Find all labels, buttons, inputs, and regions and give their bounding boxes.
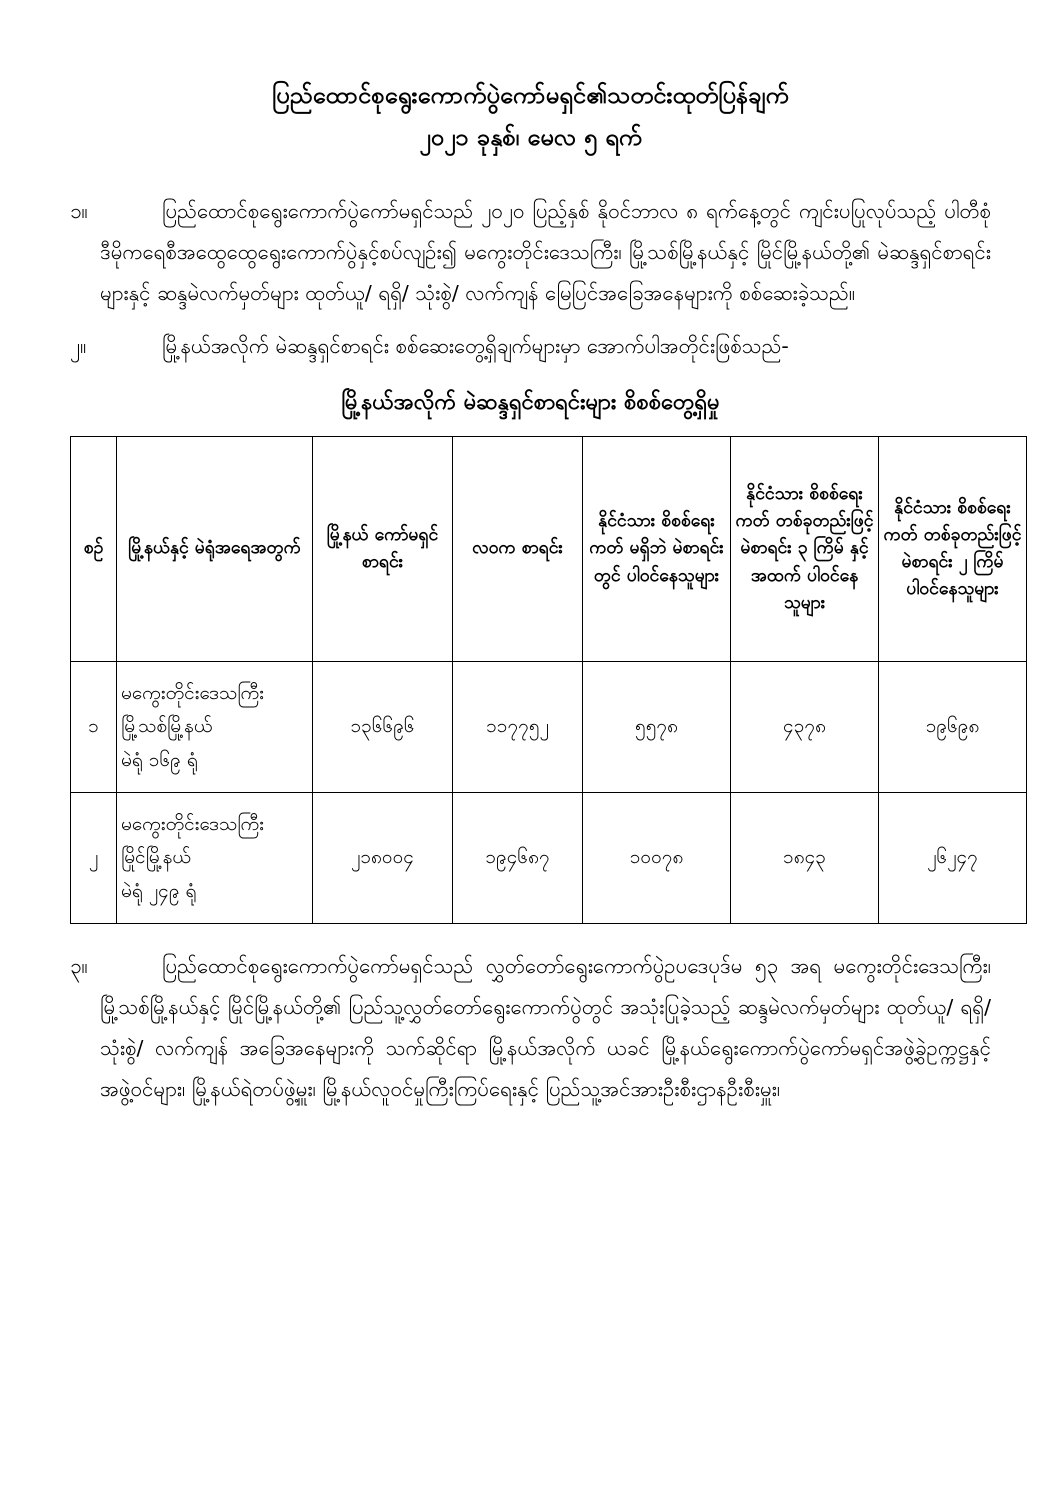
row-2-immigration: ၁၉၄၆၈၇ bbox=[453, 793, 583, 924]
table-row bbox=[71, 662, 1027, 793]
table-header-row bbox=[71, 437, 1027, 662]
table-header-township: မြို့နယ်နှင့် မဲရုံအရေအတွက် bbox=[117, 437, 313, 662]
row-1-township-line-1: မကွေးတိုင်းဒေသကြီး bbox=[121, 682, 264, 705]
row-2-township-line-2: မြိုင်မြို့နယ် bbox=[121, 846, 191, 869]
row-1-immigration: ၁၁၇၇၅၂ bbox=[453, 662, 583, 793]
document-date: ၂၀၂၁ ခုနှစ်၊ မေလ ၅ ရက် bbox=[419, 123, 642, 152]
paragraph-1 bbox=[70, 191, 991, 314]
row-2-no: ၂ bbox=[71, 793, 117, 924]
table-heading: မြို့နယ်အလိုက် မဲဆန္ဒရှင်စာရင်းများ စိစစ်တွေ့ရှိမှု bbox=[341, 389, 720, 415]
paragraph-2 bbox=[70, 326, 991, 367]
row-2-township-line-1: မကွေးတိုင်းဒေသကြီး bbox=[121, 813, 264, 836]
row-2-commission: ၂၁၈၀၀၄ bbox=[313, 793, 453, 924]
paragraph-1-text: ပြည်ထောင်စုရွေးကောက်ပွဲကော်မရှင်သည် ၂၀၂၀ ပြည့်နှစ် နိုဝင်ဘာလ ၈ ရက်နေ့တွင် ကျင်းပပြုလုပ်သည့် ပါတီစုံဒီမိုကရေစီအထွေထွေရွေးကောက်ပွဲနှင့်စပ်လျဉ်း၍ မကွေးတိုင်းဒေသကြီး၊ မြို့သစ်မြို့နယ်နှင့် မြိုင်မြို့နယ်တို့၏ မဲဆန္ဒရှင်စာရင်းများနှင့် ဆန္ဒမဲလက်မှတ်များ ထုတ်ယူ/ ရရှိ/ သုံးစွဲ/ လက်ကျန် မြေပြင်အခြေအနေများကို စစ်ဆေးခဲ့သည်။ bbox=[100, 198, 991, 305]
row-1-no-nrc: ၅၅၇၈ bbox=[583, 662, 731, 793]
table-header-commission: မြို့နယ် ကော်မရှင် စာရင်း bbox=[313, 437, 453, 662]
row-2-township-line-3: မဲရုံ ၂၄၉ ရုံ bbox=[121, 879, 197, 902]
voter-list-table bbox=[70, 436, 1027, 924]
table-header-immigration: လဝက စာရင်း bbox=[453, 437, 583, 662]
table-header-three-times: နိုင်ငံသား စိစစ်ရေးကတ် တစ်ခုတည်းဖြင့် မဲစာရင်း ၃ ကြိမ် နှင့် အထက် ပါဝင်နေသူများ bbox=[731, 437, 879, 662]
paragraph-1-number: ၁။ bbox=[70, 198, 88, 223]
paragraph-3-text: ပြည်ထောင်စုရွေးကောက်ပွဲကော်မရှင်သည် လွှတ်တော်ရွေးကောက်ပွဲဥပဒေပုဒ်မ ၅၃ အရ မကွေးတိုင်းဒေသကြီး၊ မြို့သစ်မြို့နယ်နှင့် မြိုင်မြို့နယ်တို့၏ ပြည်သူ့လွှတ်တော်ရွေးကောက်ပွဲတွင် အသုံးပြုခဲ့သည့် ဆန္ဒမဲလက်မှတ်များ ထုတ်ယူ/ ရရှိ/ သုံးစွဲ/ လက်ကျန် အခြေအနေများကို သက်ဆိုင်ရာ မြို့နယ်အလိုက် ယခင် မြို့နယ်ရွေးကောက်ပွဲကော်မရှင်အဖွဲ့ခွဲဥက္ကဋ္ဌနှင့် အဖွဲ့ဝင်များ၊ မြို့နယ်ရဲတပ်ဖွဲ့မှူး၊ မြို့နယ်လူဝင်မှုကြီးကြပ်ရေးနှင့် ပြည်သူ့အင်အားဦးစီးဌာနဦးစီးမှူး၊ bbox=[100, 954, 991, 1102]
table-header-no: စဉ် bbox=[71, 437, 117, 662]
paragraph-3 bbox=[70, 946, 991, 1110]
page-title: ပြည်ထောင်စုရွေးကောက်ပွဲကော်မရှင်၏သတင်းထုတ်ပြန်ချက် bbox=[272, 81, 789, 109]
table-row bbox=[71, 793, 1027, 924]
row-2-two-times: ၂၆၂၄၇ bbox=[879, 793, 1027, 924]
row-2-three-times: ၁၈၄၃ bbox=[731, 793, 879, 924]
row-1-commission: ၁၃၆၆၉၆ bbox=[313, 662, 453, 793]
row-1-township-line-2: မြို့သစ်မြို့နယ် bbox=[121, 715, 213, 738]
row-1-two-times: ၁၉၆၉၈ bbox=[879, 662, 1027, 793]
row-1-township-line-3: မဲရုံ ၁၆၉ ရုံ bbox=[121, 748, 198, 771]
row-2-no-nrc: ၁၀၀၇၈ bbox=[583, 793, 731, 924]
paragraph-3-number: ၃။ bbox=[70, 954, 88, 979]
row-1-township bbox=[117, 662, 313, 793]
row-2-township bbox=[117, 793, 313, 924]
table-header-no-nrc: နိုင်ငံသား စိစစ်ရေးကတ် မရှိဘဲ မဲစာရင်းတွင် ပါဝင်နေသူများ bbox=[583, 437, 731, 662]
row-1-three-times: ၄၃၇၈ bbox=[731, 662, 879, 793]
table-header-two-times: နိုင်ငံသား စိစစ်ရေးကတ် တစ်ခုတည်းဖြင့် မဲစာရင်း ၂ ကြိမ် ပါဝင်နေသူများ bbox=[879, 437, 1027, 662]
document-header bbox=[70, 78, 991, 157]
paragraph-2-number: ၂။ bbox=[70, 333, 87, 358]
paragraph-2-text: မြို့နယ်အလိုက် မဲဆန္ဒရှင်စာရင်း စစ်ဆေးတွေ့ရှိချက်များမှာ အောက်ပါအတိုင်းဖြစ်သည်- bbox=[162, 333, 789, 358]
row-1-no: ၁ bbox=[71, 662, 117, 793]
